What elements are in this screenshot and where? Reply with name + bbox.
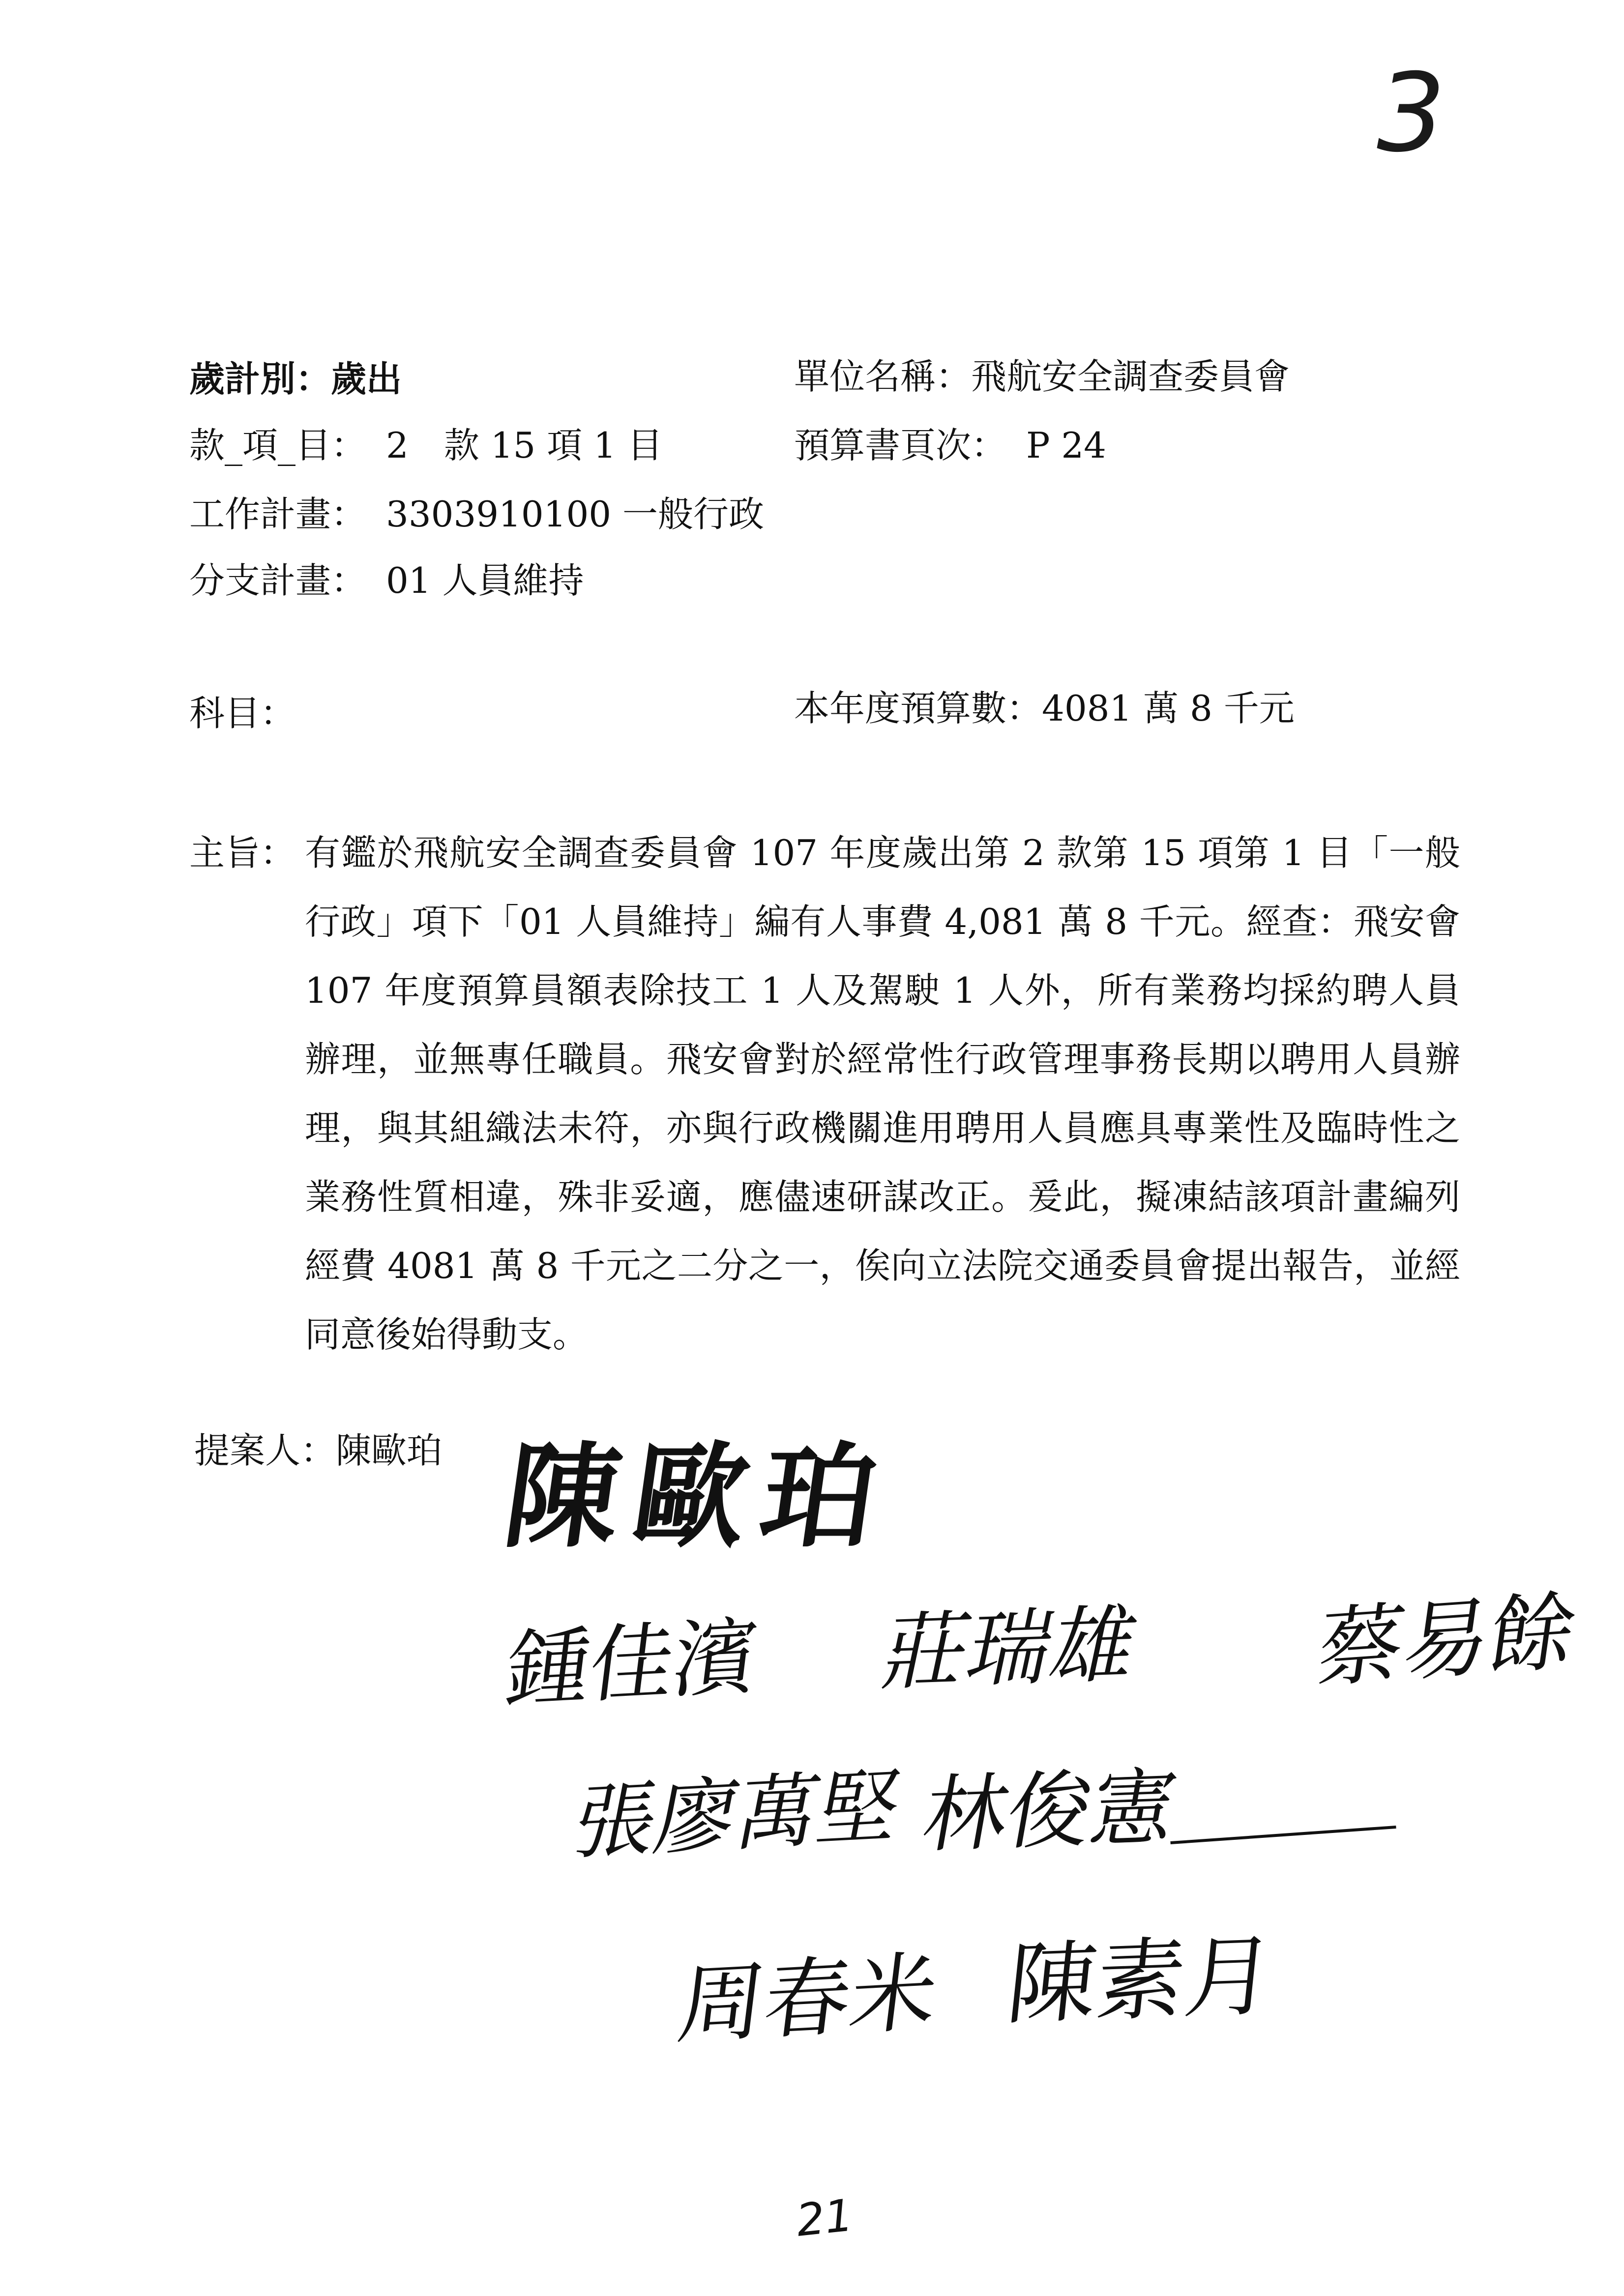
work-plan-label: 工作計畫： [189,494,367,535]
signature-cosigner: 陳素月 [1003,1924,1279,2037]
page-number-bottom: 21 [794,2189,856,2247]
subject-text: 有鑑於飛航安全調查委員會 107 年度歲出第 2 款第 15 項第 1 目「一般行政」項下「01 人員維持」編有人事費 4,081 萬 8 千元。經查：飛安會 107 年度預算員額表除技工 1 人及駕駛 1 人外，所有業務均採約聘人員辦理，並無專任職員。飛安會對於經常性行政管理事務長期以聘用人員辦理，與其組織法未符，亦與行政機關進用聘用人員應具專業性及臨時性之業務性質相違，殊非妥適，應儘速研謀改正。爰此，擬凍結該項計畫編列經費 4081 萬 8 千元之二分之一，俟向立法院交通委員會提出報告，並經同意後始得動支。 [305,832,1460,1355]
signature-cosigner: 莊瑞雄 [874,1596,1147,1703]
budget-page-field [794,425,1106,466]
signature-cosigner: 周春米 [672,1942,943,2057]
section-label: 款_項_目： [189,425,367,466]
signature-cosigner: 蔡易餘 [1311,1581,1583,1700]
account-type-value: 歲出 [331,358,402,400]
signature-cosigner: 林俊憲 [915,1758,1184,1865]
signature-main: 陳歐珀 [497,1430,899,1563]
sub-plan-value: 01 人員維持 [386,560,584,601]
unit-field [794,356,1290,397]
work-plan-value: 3303910100 一般行政 [386,494,764,535]
account-type-label: 歲計別： [189,358,331,400]
budget-page-label: 預算書頁次： [794,425,1007,466]
budget-page-value: P 24 [1026,425,1106,466]
work-plan-field [189,494,764,535]
budget-amount-label: 本年度預算數： [794,688,1042,729]
proposer-name: 陳歐珀 [336,1430,443,1471]
subject-item-field [189,693,296,734]
section-value: 2 款 15 項 1 目 [386,425,663,466]
sub-plan-field [189,560,584,601]
account-type-field [189,358,402,400]
unit-value: 飛航安全調查委員會 [971,356,1290,397]
signature-stroke [1170,1826,1396,1844]
subject-item-label: 科目： [189,693,296,734]
signature-cosigner: 鍾佳濱 [501,1608,763,1720]
proposer-label: 提案人： [194,1430,336,1471]
proposer-field [194,1430,443,1471]
subject-label: 主旨： [189,832,296,873]
budget-amount-value: 4081 萬 8 千元 [1042,688,1295,729]
signature-cosigner: 張廖萬堅 [566,1758,909,1871]
sub-plan-label: 分支計畫： [189,560,367,601]
section-field [189,425,663,466]
unit-label: 單位名稱： [794,356,972,397]
budget-amount-field [794,688,1295,729]
page-number-handwritten: 3 [1377,50,1446,176]
